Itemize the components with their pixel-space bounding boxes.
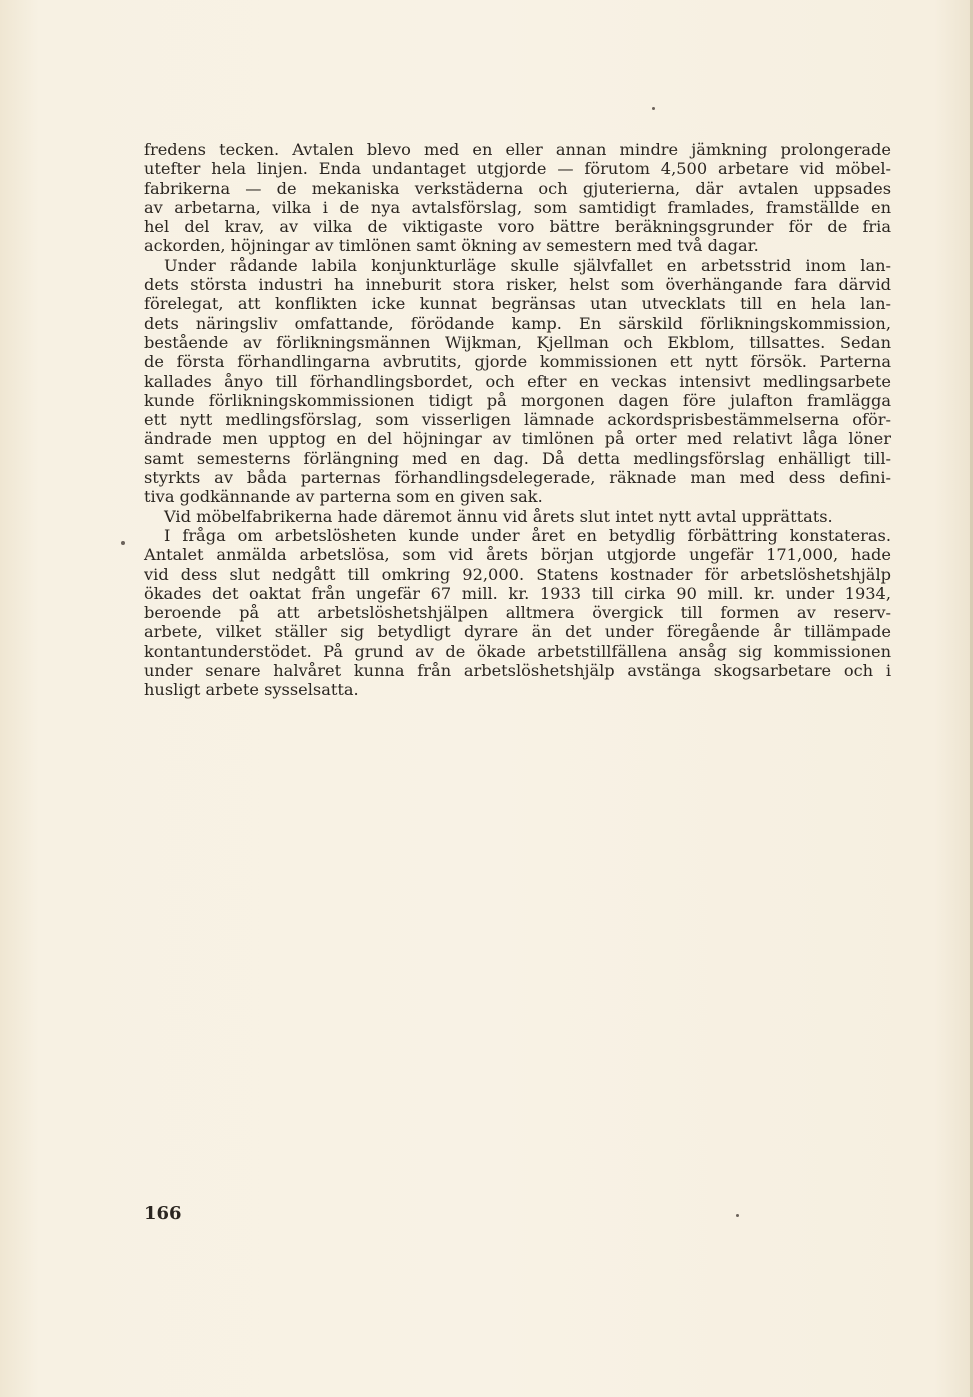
text-line: hel del krav, av vilka de viktigaste voro bättre beräkningsgrunder för de fria: [144, 217, 891, 237]
text-line: ackorden, höjningar av timlönen samt ökning av semestern med två dagar.: [144, 236, 759, 256]
page-number: 166: [144, 1203, 182, 1224]
text-line: tiva godkännande av parterna som en given sak.: [144, 487, 543, 507]
text-line: fredens tecken. Avtalen blevo med en eller annan mindre jämkning prolongerade: [144, 140, 891, 159]
text-line: fabrikerna — de mekaniska verkstäderna och gjuterierna, där avtalen uppsades: [144, 178, 891, 198]
text-line: utefter hela linjen. Enda undantaget utgjorde — förutom 4,500 arbetare vid möbel-: [144, 159, 891, 179]
text-line: ökades det oaktat från ungefär 67 mill. kr. 1933 till cirka 90 mill. kr. under 1934,: [144, 583, 891, 603]
text-line: dets största industri ha inneburit stora risker, helst som överhängande fara därvid: [144, 275, 891, 295]
text-line: ett nytt medlingsförslag, som visserligen lämnade ackordsprisbestämmelserna oför-: [144, 410, 891, 430]
text-line: de första förhandlingarna avbrutits, gjorde kommissionen ett nytt försök. Parterna: [144, 352, 891, 372]
paper-speck: [736, 1214, 739, 1217]
text-line: bestående av förlikningsmännen Wijkman, Kjellman och Ekblom, tillsattes. Sedan: [144, 332, 891, 352]
text-line: Antalet anmälda arbetslösa, som vid årets början utgjorde ungefär 171,000, hade: [144, 545, 891, 565]
text-line: beroende på att arbetslöshetshjälpen alltmera övergick till formen av reserv-: [144, 603, 891, 623]
text-line: dets näringsliv omfattande, förödande kamp. En särskild förlikningskommission,: [144, 313, 891, 333]
text-line: kunde förlikningskommissionen tidigt på morgonen dagen före julafton framlägga: [144, 390, 891, 410]
paper-speck: [652, 107, 655, 110]
text-line: arbete, vilket ställer sig betydligt dyrare än det under föregående år tillämpade: [144, 622, 891, 642]
text-line: ändrade men upptog en del höjningar av timlönen på orter med relativt låga löner: [144, 429, 891, 449]
text-line: husligt arbete sysselsatta.: [144, 680, 359, 700]
body-text: [144, 140, 891, 700]
text-line: förelegat, att konflikten icke kunnat begränsas utan utvecklats till en hela lan-: [144, 294, 891, 314]
text-line: kallades ånyo till förhandlingsbordet, och efter en veckas intensivt medlingsarbete: [144, 371, 891, 391]
text-line: kontantunderstödet. På grund av de ökade arbetstillfällena ansåg sig kommissionen: [144, 641, 891, 661]
paper-speck: [121, 541, 125, 545]
text-line: I fråga om arbetslösheten kunde under året en betydlig förbättring konstateras.: [164, 525, 891, 545]
text-line: Vid möbelfabrikerna hade däremot ännu vid årets slut intet nytt avtal upprättats.: [164, 506, 833, 526]
text-line: Under rådande labila konjunkturläge skulle självfallet en arbetsstrid inom lan-: [164, 255, 891, 275]
text-line: samt semesterns förlängning med en dag. Då detta medlingsförslag enhälligt till-: [144, 448, 891, 468]
text-line: styrkts av båda parternas förhandlingsdelegerade, räknade man med dess defini-: [144, 468, 891, 488]
text-line: av arbetarna, vilka i de nya avtalsförslag, som samtidigt framlades, framställde en: [144, 197, 891, 217]
text-line: vid dess slut nedgått till omkring 92,000. Statens kostnader för arbetslöshetshjälp: [144, 564, 891, 584]
text-line: under senare halvåret kunna från arbetslöshetshjälp avstänga skogsarbetare och i: [144, 661, 891, 681]
